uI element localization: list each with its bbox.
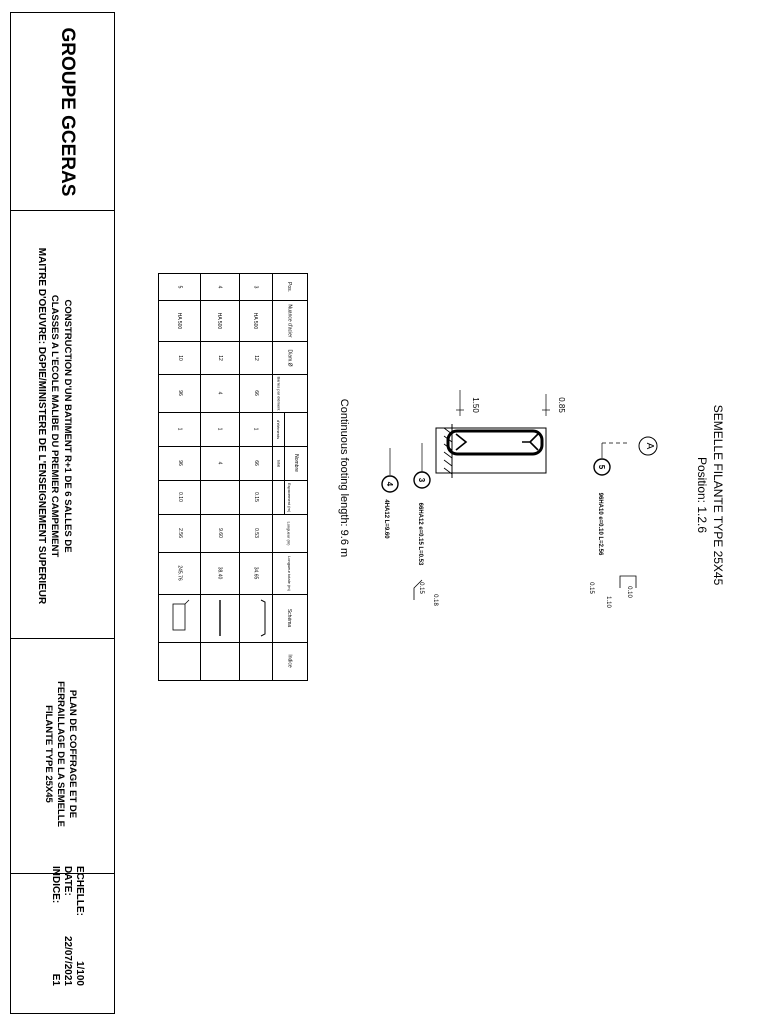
schema-stirrup (159, 594, 200, 642)
header-diameter: Diam.Ø (286, 349, 293, 366)
callout-5-text (595, 484, 605, 564)
table-cell: 9.60 (216, 528, 223, 538)
callout-4-num: 4 (385, 481, 395, 487)
header-index: Indice (286, 654, 293, 668)
date-value: 22/07/2021 (62, 935, 73, 986)
stirrup-dim-c (625, 581, 633, 603)
table-cell: 0.53 (252, 528, 259, 538)
section-marker-label (642, 438, 658, 454)
project-line-2: CLASSES A L'ECOLE MALIBE DU PREMIER CAMPEMENT (49, 294, 61, 558)
level-bottom-text: 1.50 (471, 397, 481, 413)
level-top-label (557, 391, 567, 419)
callout-3-number (416, 474, 428, 486)
section-title: SEMELLE FILANTE TYPE 25X45 (711, 404, 725, 586)
table-cell: 12 (252, 354, 259, 361)
rebar-schedule-table (158, 273, 308, 681)
drawing-title-label (690, 395, 730, 595)
hook-dim-b (431, 589, 439, 611)
length-note-text: Continuous footing length: 9.6 m (338, 398, 350, 558)
table-cell: 0.15 (252, 492, 259, 502)
table-cell: 3 (252, 285, 259, 289)
stirrup-dim-b (604, 591, 612, 613)
scale-value: 1/100 (74, 960, 85, 986)
table-cell: 1 (216, 427, 223, 431)
callout-5-number (596, 461, 608, 473)
header-length: Longueur (m) (286, 520, 292, 546)
callout-5-num: 5 (597, 464, 607, 470)
level-bottom-label (471, 391, 481, 419)
project-title (25, 231, 85, 621)
section-position: Position: 1.2.6 (695, 456, 709, 534)
stirrup-dim-c-text: 0.10 (626, 586, 632, 598)
table-cell: 4 (216, 285, 223, 289)
drawing-title-line-1: PLAN DE COFFRAGE ET DE (67, 689, 78, 819)
drawing-title-line-3: FILANTE TYPE 25X45 (43, 705, 54, 803)
callout-5-desc: 96HA10 e=0.10 L=2.56 (597, 492, 603, 556)
hook-dim-b-text: 0.18 (432, 594, 438, 606)
drawing-title-line-2: FERRAILLAGE DE LA SEMELLE (55, 681, 66, 827)
project-line-1: CONSTRUCTION D'UN BATIMENT R+1 DE 6 SALLES DE (62, 299, 74, 553)
callout-3-num: 3 (417, 477, 427, 483)
table-cell: 10 (176, 354, 183, 361)
table-cell: 4 (216, 461, 223, 465)
table-cell: 4 (216, 391, 223, 395)
header-pos: Pos. (286, 281, 293, 293)
schema-straight-bar (200, 594, 239, 642)
header-steel: Nuance d'acier (286, 303, 293, 338)
header-schema: Schéma (286, 608, 293, 628)
header-total-length: Longueur totale (m) (286, 555, 292, 591)
callout-3-text (415, 494, 425, 574)
table-cell: 34.65 (252, 566, 259, 580)
table-cell: 1 (252, 427, 259, 431)
hook-dim-a-text: 0.15 (418, 582, 424, 594)
table-cell: 2.56 (176, 528, 183, 538)
index-label: INDICE: (50, 866, 61, 904)
table-cell: 245.76 (176, 565, 183, 581)
header-per-element: Barres par élément (276, 375, 282, 411)
table-cell: 96 (176, 460, 183, 466)
callout-4-desc: 4HA12 L=9.60 (383, 499, 389, 539)
schema-hook-bar (239, 594, 272, 642)
date-label: DATE: (62, 866, 73, 896)
table-cell: 5 (176, 285, 183, 289)
stirrup-dim-a-text: 0.15 (588, 582, 594, 594)
table-cell: HA 500 (176, 312, 183, 329)
scale-row (73, 866, 85, 986)
header-count-group: Nombre (292, 454, 299, 472)
header-spacing: Espacement (m) (287, 482, 292, 512)
table-cell: HA 500 (216, 312, 223, 329)
title-divider-2 (10, 638, 115, 639)
company-name-text: GROUPE GCERAS (57, 27, 78, 197)
index-row (49, 866, 61, 986)
meta-block (46, 866, 88, 986)
callout-3-desc: 66HA12 e=0.15 L=0.53 (417, 502, 423, 566)
table-cell: 96 (176, 390, 183, 396)
table-cell: 0.10 (176, 492, 183, 502)
level-top-text: 0.85 (557, 397, 567, 413)
project-line-3: MAITRE D'OEUVRE: DGPIE/MINISTERE DE L'ENSEIGNEMENT SUPERIEUR (36, 247, 48, 605)
table-cell: 1 (176, 427, 183, 431)
hook-dim-a (417, 577, 425, 599)
company-name (54, 12, 80, 212)
stirrup-dim-b-text: 1.10 (605, 596, 611, 608)
header-total: total (276, 459, 281, 467)
date-row (61, 866, 73, 986)
stirrup-dim-a (587, 577, 595, 599)
section-marker-letter: A (644, 442, 656, 450)
table-cell: 66 (252, 460, 259, 466)
index-value: E1 (50, 973, 61, 986)
table-cell: 38.40 (216, 566, 223, 580)
footing-length-note (336, 378, 352, 578)
table-cell: 66 (252, 390, 259, 396)
scale-label: ECHELLE: (74, 866, 85, 916)
table-cell: HA 500 (252, 312, 259, 329)
header-elements: d'éléments (276, 419, 281, 439)
callout-4-text (381, 489, 391, 549)
drawing-title (36, 664, 84, 844)
table-cell (200, 480, 239, 514)
table-cell: 12 (216, 354, 223, 361)
